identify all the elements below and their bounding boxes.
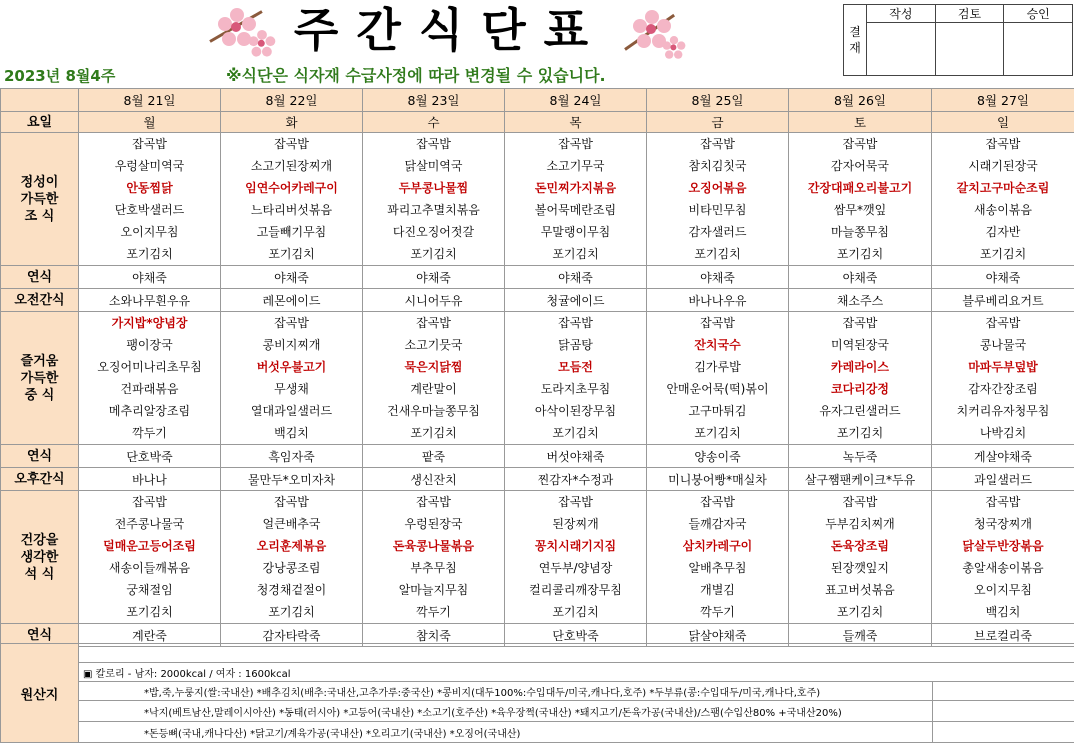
menu-item: 포기김치 — [268, 605, 315, 619]
menu-item: 건파래볶음 — [120, 382, 179, 396]
menu-item: 새송이들깨볶음 — [108, 561, 191, 575]
menu-item: 단호박샐러드 — [114, 203, 185, 217]
menu-item: 개별김 — [700, 583, 735, 597]
menu-item: 궁채절임 — [126, 583, 173, 597]
menu-item: 닭살미역국 — [404, 159, 463, 173]
menu-cell-breakfast — [363, 133, 505, 266]
menu-item: 부추무침 — [410, 561, 457, 575]
approval-col-write: 작성 — [867, 5, 936, 23]
menu-item: 감자어묵국 — [831, 159, 889, 173]
menu-item: 미역된장국 — [831, 338, 889, 352]
menu-item: 알배추무침 — [688, 561, 747, 575]
day-of-week: 월 — [79, 112, 221, 133]
menu-item: 치커리유자청무침 — [956, 404, 1050, 418]
menu-item: 된장깻잎지 — [831, 561, 889, 575]
menu-item: 오징어볶음 — [688, 181, 747, 195]
menu-item: 참치김칫국 — [688, 159, 747, 173]
menu-item: 덜매운고등어조림 — [103, 539, 196, 553]
week-label: 2023년 8월4주 — [4, 67, 116, 85]
menu-item: 카레라이스 — [831, 360, 889, 374]
menu-cell-snack_pm: 생신잔치 — [363, 468, 505, 491]
day-of-week: 일 — [932, 112, 1074, 133]
menu-item: 소고기된장찌개 — [250, 159, 333, 173]
menu-item: 컬리콜리깨장무침 — [529, 583, 622, 597]
menu-item: 잡곡밥 — [842, 137, 878, 151]
origin-line-3: *돈등뼈(국내,캐나다산) *닭고기/계육가공(국내산) *오리고기(국내산) *오징어(국내산) — [79, 722, 933, 743]
menu-cell-snack_am: 채소주스 — [789, 289, 932, 312]
section-label-breakfast: 정성이 가득한 조 식 — [1, 133, 79, 266]
menu-cell-breakfast — [221, 133, 363, 266]
day-of-week: 화 — [221, 112, 363, 133]
menu-item: 들깨감자국 — [688, 517, 747, 531]
menu-item: 유자그린샐러드 — [819, 404, 901, 418]
menu-cell-porridge2: 녹두죽 — [789, 445, 932, 468]
approval-sign-review[interactable] — [935, 23, 1004, 76]
menu-item: 비타민무침 — [688, 203, 747, 217]
menu-item: 깍두기 — [416, 605, 451, 619]
menu-item: 돈육콩나물볶음 — [392, 539, 475, 553]
menu-cell-porridge2: 단호박죽 — [79, 445, 221, 468]
menu-item: 잡곡밥 — [700, 137, 735, 151]
menu-item: 잡곡밥 — [274, 137, 309, 151]
menu-item: 고구마튀김 — [688, 404, 747, 418]
menu-item: 볼어묵메란조림 — [534, 203, 617, 217]
menu-cell-breakfast — [647, 133, 789, 266]
menu-item: 나박김치 — [979, 426, 1027, 440]
menu-item: 콩나물국 — [979, 338, 1027, 352]
menu-item: 강낭콩조림 — [262, 561, 321, 575]
menu-item: 버섯우불고기 — [256, 360, 327, 374]
menu-item: 열대과일샐러드 — [250, 404, 333, 418]
origin-table — [0, 643, 1074, 743]
menu-item: 삼치카레구이 — [682, 539, 753, 553]
menu-cell-dinner — [505, 491, 647, 624]
menu-item: 백김치 — [274, 426, 309, 440]
date-header: 8월 21일 — [79, 89, 221, 112]
menu-cell-porridge3: 브로컬리죽 — [932, 624, 1074, 647]
menu-item: 모듬전 — [558, 360, 593, 374]
menu-item: 포기김치 — [694, 426, 741, 440]
date-header: 8월 24일 — [505, 89, 647, 112]
origin-blank-row — [79, 644, 1074, 663]
menu-item: 메추리알장조림 — [108, 404, 191, 418]
menu-item: 소고기뭇국 — [404, 338, 463, 352]
section-label-porridge3: 연식 — [1, 624, 79, 647]
menu-item: 청국장찌개 — [974, 517, 1032, 531]
day-of-week-label: 요일 — [1, 112, 79, 133]
menu-item: 전주콩나물국 — [114, 517, 185, 531]
menu-item: 포기김치 — [552, 426, 599, 440]
menu-item: 우렁된장국 — [404, 517, 463, 531]
menu-item: 닭곰탕 — [558, 338, 593, 352]
menu-item: 시래기된장국 — [968, 159, 1038, 173]
menu-cell-porridge1: 야채죽 — [932, 266, 1074, 289]
menu-cell-snack_pm: 살구쨈팬케이크*두유 — [789, 468, 932, 491]
menu-item: 잡곡밥 — [558, 137, 593, 151]
menu-item: 새송이볶음 — [974, 203, 1032, 217]
header-corner — [1, 89, 79, 112]
menu-item: 마파두부덮밥 — [968, 360, 1038, 374]
menu-item: 얼큰배추국 — [262, 517, 321, 531]
menu-item: 무생채 — [274, 382, 309, 396]
section-label-porridge1: 연식 — [1, 266, 79, 289]
cherry-blossom-icon-left-2 — [247, 29, 278, 60]
approval-sign-approve[interactable] — [1004, 23, 1073, 76]
date-header: 8월 22일 — [221, 89, 363, 112]
menu-item: 잡곡밥 — [558, 316, 593, 330]
menu-cell-dinner — [363, 491, 505, 624]
day-of-week: 토 — [789, 112, 932, 133]
menu-item: 코다리강정 — [831, 382, 889, 396]
menu-item: 청경채겉절이 — [256, 583, 327, 597]
menu-cell-dinner — [789, 491, 932, 624]
menu-cell-lunch — [789, 312, 932, 445]
menu-cell-snack_am: 청귤에이드 — [505, 289, 647, 312]
menu-cell-snack_pm: 바나나 — [79, 468, 221, 491]
menu-cell-lunch — [505, 312, 647, 445]
menu-item: 총알새송이볶음 — [962, 561, 1044, 575]
menu-item: 알마늘지무침 — [398, 583, 469, 597]
date-header: 8월 27일 — [932, 89, 1074, 112]
approval-label: 결 재 — [844, 5, 867, 76]
section-label-dinner: 건강을 생각한 석 식 — [1, 491, 79, 624]
menu-item: 깍두기 — [700, 605, 735, 619]
menu-item: 감자샐러드 — [688, 225, 747, 239]
menu-item: 돈민찌가지볶음 — [534, 181, 617, 195]
menu-item: 된장찌개 — [552, 517, 599, 531]
calorie-text: ▣ 칼로리 - 남자: 2000kcal / 여자 : 1600kcal — [79, 663, 1074, 682]
menu-item: 포기김치 — [126, 605, 173, 619]
notice-text: ※식단은 식자재 수급사정에 따라 변경될 수 있습니다. — [226, 66, 606, 85]
menu-item: 우렁살미역국 — [114, 159, 185, 173]
origin-line-2: *낙지(베트남산,말레이시아산) *동태(러시아) *고등어(국내산) *소고기(호주산) *육우장쩍(국내산) *돼지고기/돈육가공(국내산)/스팸(수입산80% +국내산20%) — [79, 701, 933, 722]
cherry-blossom-icon-right-2 — [661, 35, 687, 61]
menu-item: 건새우마늘쫑무침 — [387, 404, 480, 418]
menu-cell-porridge2: 팥죽 — [363, 445, 505, 468]
menu-cell-snack_am: 바나나우유 — [647, 289, 789, 312]
menu-cell-porridge3: 계란죽 — [79, 624, 221, 647]
menu-item: 오이지무침 — [120, 225, 179, 239]
menu-item: 포기김치 — [410, 247, 457, 261]
menu-cell-dinner — [647, 491, 789, 624]
menu-item: 꽁치시래기지짐 — [534, 539, 617, 553]
menu-item: 오리훈제볶음 — [256, 539, 327, 553]
menu-item: 꽈리고추멸치볶음 — [387, 203, 480, 217]
menu-item: 고들빼기무침 — [256, 225, 327, 239]
menu-item: 잔치국수 — [694, 338, 741, 352]
menu-item: 잡곡밥 — [985, 495, 1021, 509]
menu-item: 잡곡밥 — [274, 316, 309, 330]
menu-item: 포기김치 — [268, 247, 315, 261]
origin-line-3-extra — [933, 722, 1074, 743]
menu-cell-snack_am: 블루베리요거트 — [932, 289, 1074, 312]
menu-item: 잡곡밥 — [700, 316, 735, 330]
menu-item: 잡곡밥 — [558, 495, 593, 509]
menu-cell-porridge3: 들깨죽 — [789, 624, 932, 647]
menu-item: 임연수어카레구이 — [245, 181, 338, 195]
menu-item: 깍두기 — [132, 426, 167, 440]
menu-cell-porridge1: 야채죽 — [79, 266, 221, 289]
day-of-week: 목 — [505, 112, 647, 133]
menu-item: 쌈무*깻잎 — [833, 203, 887, 217]
menu-item: 느타리버섯볶음 — [250, 203, 333, 217]
menu-item: 묵은지닭찜 — [404, 360, 463, 374]
menu-item: 안동찜닭 — [126, 181, 173, 195]
menu-cell-porridge2: 양송이죽 — [647, 445, 789, 468]
menu-cell-dinner — [79, 491, 221, 624]
menu-item: 가지밥*양념장 — [111, 316, 188, 330]
menu-item: 오이지무침 — [974, 583, 1032, 597]
menu-cell-porridge3: 단호박죽 — [505, 624, 647, 647]
menu-item: 아삭이된장무침 — [534, 404, 617, 418]
menu-cell-porridge1: 야채죽 — [363, 266, 505, 289]
menu-cell-snack_pm: 과일샐러드 — [932, 468, 1074, 491]
menu-item: 포기김치 — [694, 247, 741, 261]
menu-item: 김자반 — [985, 225, 1021, 239]
menu-item: 백김치 — [985, 605, 1021, 619]
menu-item: 잡곡밥 — [985, 316, 1021, 330]
menu-item: 소고기무국 — [546, 159, 605, 173]
menu-cell-porridge1: 야채죽 — [789, 266, 932, 289]
menu-item: 포기김치 — [836, 426, 884, 440]
date-header: 8월 25일 — [647, 89, 789, 112]
origin-line-2-extra — [933, 701, 1074, 722]
menu-item: 포기김치 — [552, 247, 599, 261]
menu-item: 포기김치 — [979, 247, 1027, 261]
menu-cell-porridge1: 야채죽 — [505, 266, 647, 289]
menu-cell-lunch — [221, 312, 363, 445]
menu-cell-breakfast — [79, 133, 221, 266]
menu-cell-snack_pm: 미니붕어빵*매실차 — [647, 468, 789, 491]
menu-cell-snack_am: 소와나무흰우유 — [79, 289, 221, 312]
menu-cell-breakfast — [932, 133, 1074, 266]
date-header: 8월 26일 — [789, 89, 932, 112]
menu-cell-lunch — [79, 312, 221, 445]
menu-item: 잡곡밥 — [132, 137, 167, 151]
menu-item: 두부김치찌개 — [825, 517, 895, 531]
menu-cell-porridge1: 야채죽 — [221, 266, 363, 289]
menu-cell-lunch — [932, 312, 1074, 445]
menu-item: 콩비지찌개 — [262, 338, 321, 352]
origin-label: 원산지 — [1, 644, 79, 743]
menu-cell-snack_pm: 찐감자*수정과 — [505, 468, 647, 491]
menu-item: 포기김치 — [126, 247, 173, 261]
approval-sign-write[interactable] — [867, 23, 936, 76]
menu-cell-lunch — [647, 312, 789, 445]
origin-line-1-extra — [933, 682, 1074, 701]
menu-item: 잡곡밥 — [985, 137, 1021, 151]
menu-item: 포기김치 — [836, 247, 884, 261]
menu-item: 닭살두반장볶음 — [962, 539, 1044, 553]
day-of-week: 금 — [647, 112, 789, 133]
menu-item: 무말랭이무침 — [540, 225, 611, 239]
menu-cell-porridge3: 닭살야채죽 — [647, 624, 789, 647]
menu-cell-breakfast — [505, 133, 647, 266]
menu-cell-snack_am: 레몬에이드 — [221, 289, 363, 312]
menu-item: 간장대패오리불고기 — [807, 181, 913, 195]
menu-item: 표고버섯볶음 — [825, 583, 895, 597]
menu-item: 잡곡밥 — [842, 495, 878, 509]
origin-line-1: *밥,죽,누룽지(쌀:국내산) *배추김치(배추:국내산,고추가루:중국산) *콩비지(대두100%:수입대두/미국,캐나다,호주) *두부류(콩:수입대두/미국,캐나다,호주) — [79, 682, 933, 701]
menu-item: 갈치고구마순조림 — [956, 181, 1050, 195]
menu-item: 계란말이 — [410, 382, 457, 396]
menu-item: 잡곡밥 — [416, 316, 451, 330]
approval-col-approve: 승인 — [1004, 5, 1073, 23]
date-header: 8월 23일 — [363, 89, 505, 112]
menu-table — [0, 88, 1074, 647]
page-title: 주간식단표 — [293, 3, 607, 57]
menu-item: 잡곡밥 — [274, 495, 309, 509]
subtitle-bar — [4, 63, 844, 87]
menu-item: 두부콩나물찜 — [398, 181, 469, 195]
menu-item: 잡곡밥 — [132, 495, 167, 509]
menu-cell-porridge3: 감자타락죽 — [221, 624, 363, 647]
menu-item: 잡곡밥 — [842, 316, 878, 330]
menu-item: 마늘쫑무침 — [831, 225, 889, 239]
menu-cell-porridge3: 참치죽 — [363, 624, 505, 647]
section-label-snack_am: 오전간식 — [1, 289, 79, 312]
menu-cell-lunch — [363, 312, 505, 445]
section-label-porridge2: 연식 — [1, 445, 79, 468]
menu-item: 연두부/양념장 — [538, 561, 613, 575]
menu-item: 감자간장조림 — [968, 382, 1038, 396]
menu-item: 김가루밥 — [694, 360, 741, 374]
approval-box — [843, 4, 1073, 76]
section-label-snack_pm: 오후간식 — [1, 468, 79, 491]
menu-cell-breakfast — [789, 133, 932, 266]
menu-item: 돈육장조림 — [831, 539, 889, 553]
menu-item: 포기김치 — [552, 605, 599, 619]
menu-item: 잡곡밥 — [700, 495, 735, 509]
section-label-lunch: 즐거움 가득한 중 식 — [1, 312, 79, 445]
menu-item: 잡곡밥 — [416, 137, 451, 151]
menu-cell-dinner — [932, 491, 1074, 624]
approval-col-review: 검토 — [935, 5, 1004, 23]
menu-cell-porridge2: 흑임자죽 — [221, 445, 363, 468]
menu-item: 팽이장국 — [126, 338, 173, 352]
menu-item: 잡곡밥 — [416, 495, 451, 509]
menu-cell-dinner — [221, 491, 363, 624]
menu-item: 포기김치 — [410, 426, 457, 440]
menu-item: 포기김치 — [836, 605, 884, 619]
menu-item: 안매운어묵(떡)볶이 — [666, 382, 769, 396]
menu-item: 도라지초무침 — [540, 382, 611, 396]
menu-cell-porridge2: 게살야채죽 — [932, 445, 1074, 468]
menu-item: 다진오징어젓갈 — [392, 225, 475, 239]
menu-item: 오징어미나리초무침 — [97, 360, 202, 374]
menu-cell-snack_am: 시니어두유 — [363, 289, 505, 312]
menu-cell-porridge1: 야채죽 — [647, 266, 789, 289]
menu-cell-snack_pm: 물만두*오미자차 — [221, 468, 363, 491]
menu-cell-porridge2: 버섯야채죽 — [505, 445, 647, 468]
day-of-week: 수 — [363, 112, 505, 133]
